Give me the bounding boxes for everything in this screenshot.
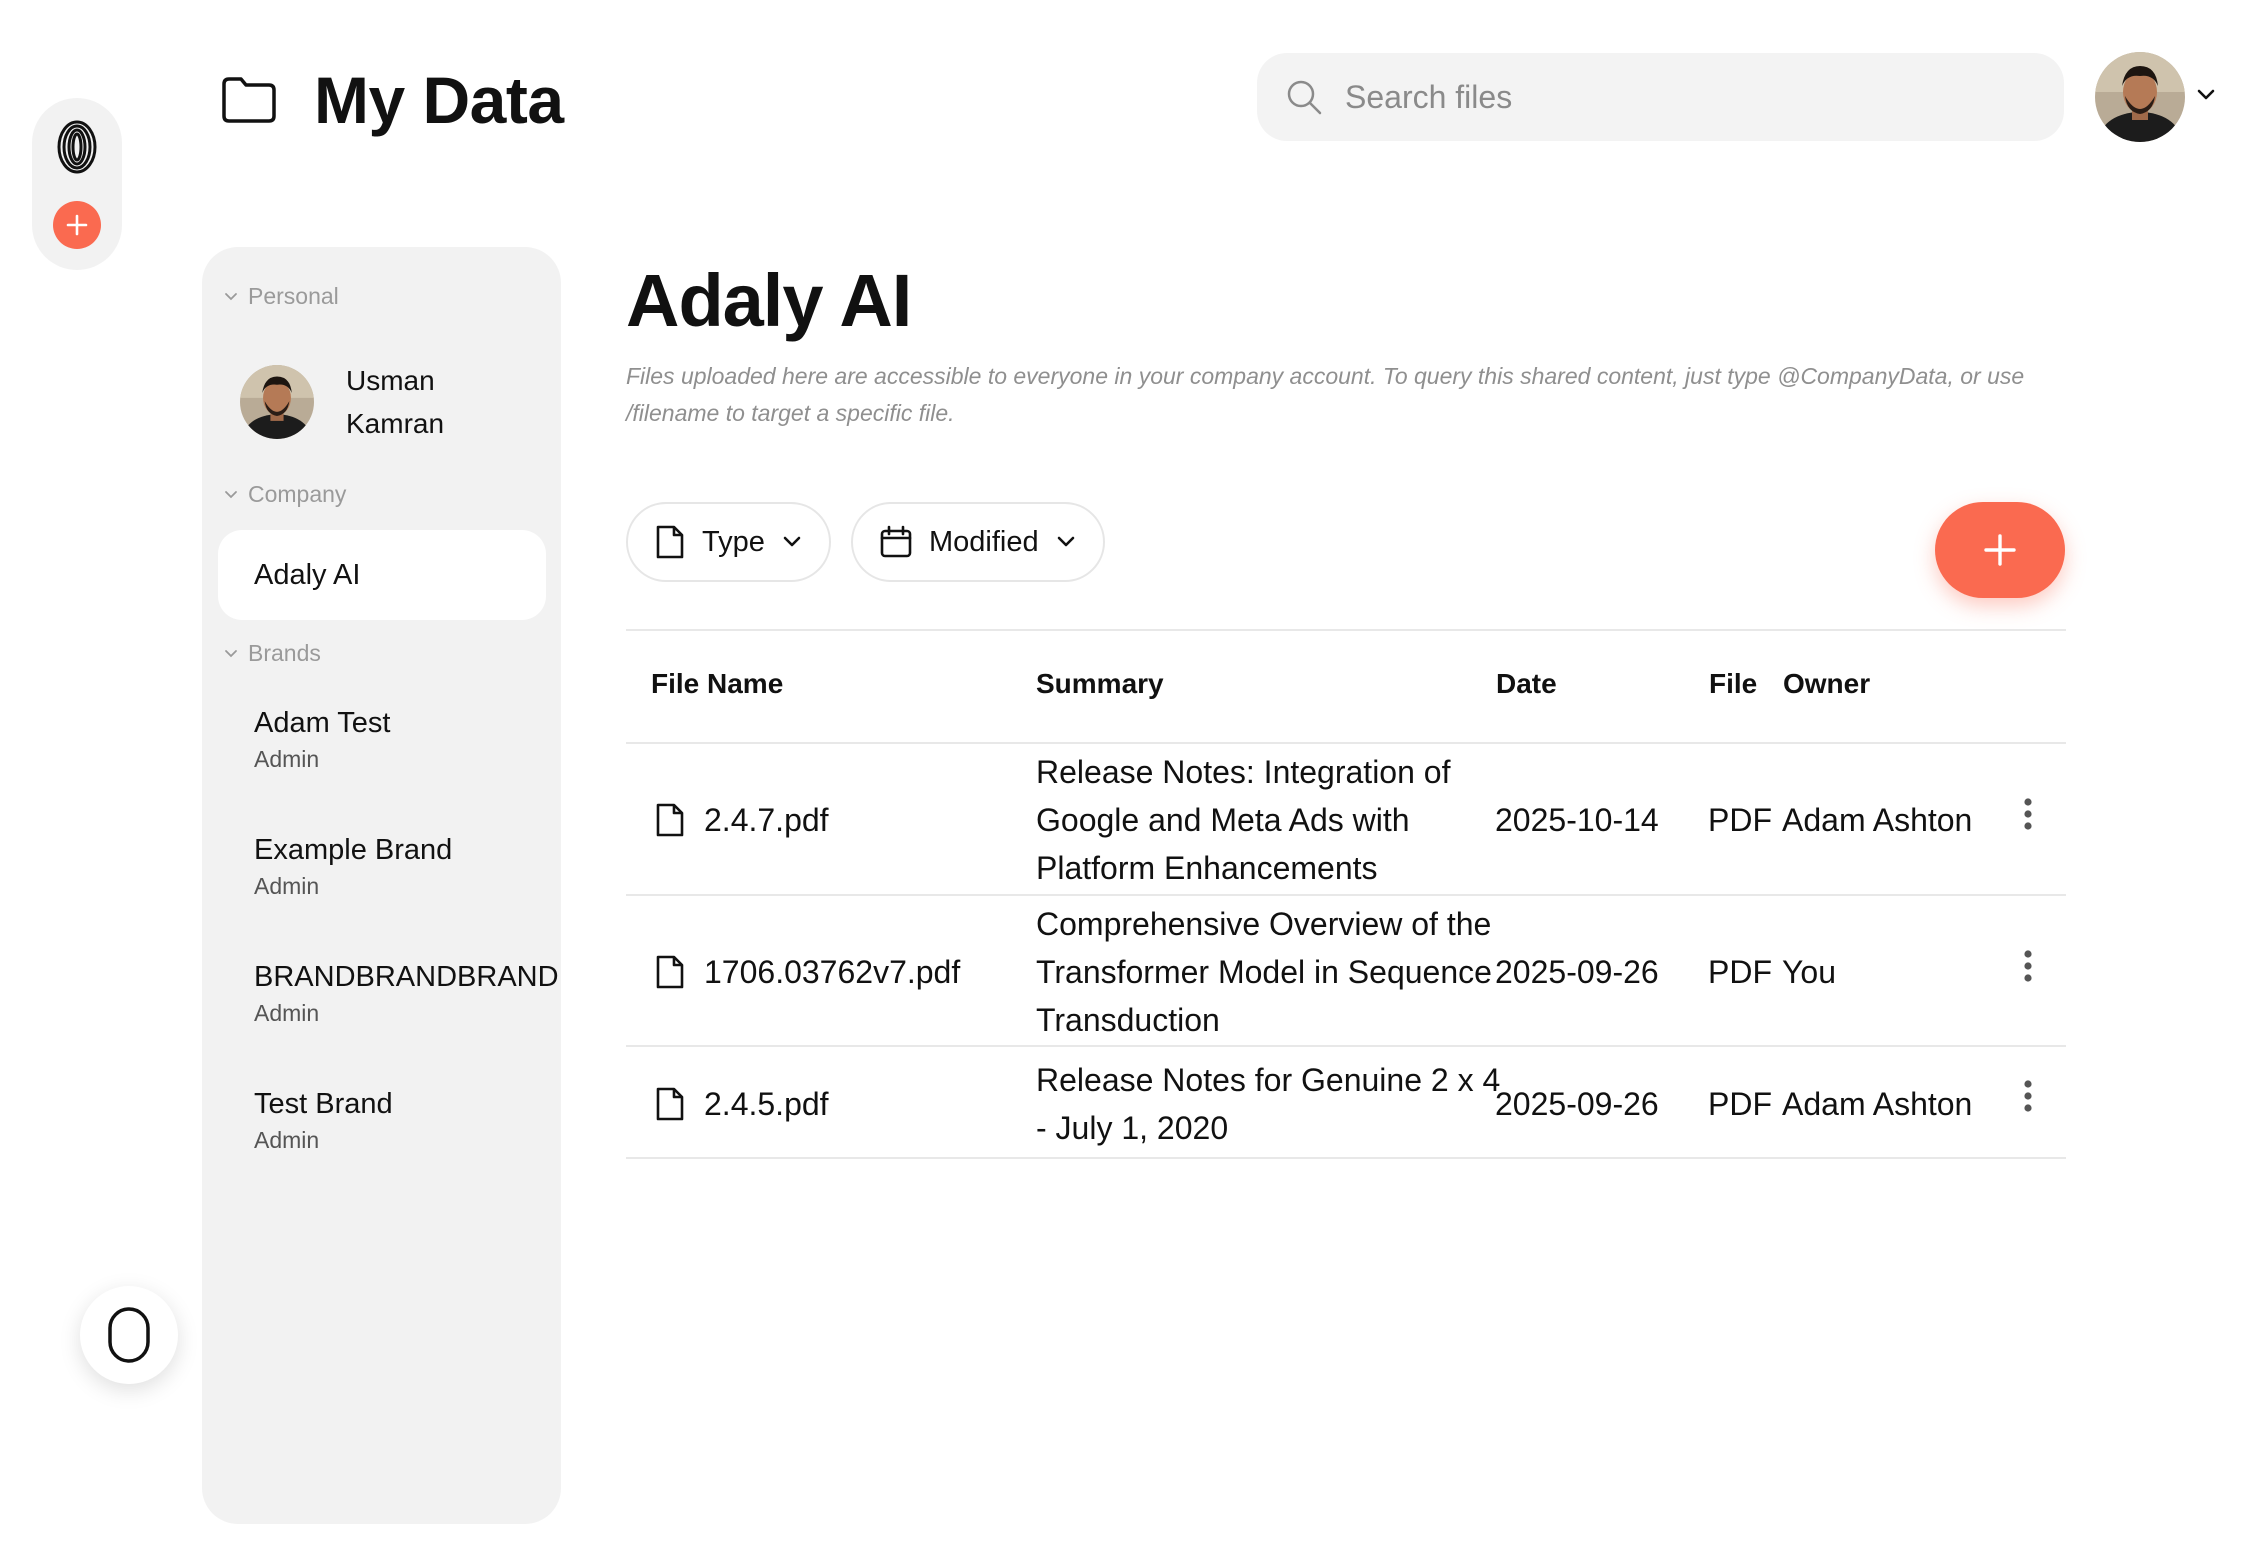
plus-icon xyxy=(1983,533,2017,567)
upload-file-button[interactable] xyxy=(1935,502,2065,598)
brand-name: Test Brand xyxy=(254,1088,393,1120)
date-cell: 2025-09-26 xyxy=(1495,954,1659,990)
file-icon xyxy=(654,953,686,991)
more-options-icon[interactable] xyxy=(2016,1078,2040,1118)
summary-line: Release Notes: Integration of xyxy=(1036,754,1451,790)
plus-icon xyxy=(65,213,89,237)
file-name-cell[interactable] xyxy=(654,796,829,844)
sidebar-item-brand[interactable] xyxy=(254,961,559,1027)
owner-cell: Adam Ashton xyxy=(1782,802,1973,838)
workspace-title: Adaly AI xyxy=(626,259,912,342)
brand-name: Adam Test xyxy=(254,707,391,739)
chevron-down-icon xyxy=(224,647,238,661)
left-rail xyxy=(32,98,122,270)
brand-name: Example Brand xyxy=(254,834,453,866)
chevron-down-icon xyxy=(224,290,238,304)
column-header-file-name[interactable]: File Name xyxy=(651,668,784,699)
file-name: 2.4.7.pdf xyxy=(704,802,829,838)
owner-cell: You xyxy=(1782,954,1836,990)
person-first-name: Usman xyxy=(346,365,435,396)
person-last-name: Kamran xyxy=(346,408,445,439)
brand-role: Admin xyxy=(254,873,320,899)
sidebar-item-brand[interactable] xyxy=(254,1088,393,1154)
section-company[interactable] xyxy=(224,481,346,508)
date-cell: 2025-10-14 xyxy=(1495,802,1659,838)
brand-role: Admin xyxy=(254,1000,320,1026)
sidebar-item-brand[interactable] xyxy=(254,834,452,900)
file-type-cell: PDF xyxy=(1708,954,1772,990)
rail-add-button[interactable] xyxy=(53,201,101,249)
column-header-file[interactable]: File xyxy=(1709,668,1758,699)
chevron-down-icon xyxy=(224,488,238,502)
column-header-owner[interactable]: Owner xyxy=(1783,668,1871,699)
more-options-icon[interactable] xyxy=(2016,948,2040,988)
search-icon xyxy=(1285,78,1323,116)
summary-cell xyxy=(1036,1056,1500,1152)
table-divider xyxy=(626,1157,2066,1159)
file-name-cell[interactable] xyxy=(654,948,960,996)
file-icon xyxy=(654,1085,686,1123)
table-divider xyxy=(626,742,2066,744)
section-brands[interactable] xyxy=(224,640,321,667)
sidebar-item-brand[interactable] xyxy=(254,707,390,773)
file-type-cell: PDF xyxy=(1708,802,1772,838)
app-logo-icon[interactable] xyxy=(52,118,102,176)
type-filter-label: Type xyxy=(702,525,765,558)
summary-cell xyxy=(1036,900,1492,1044)
file-type-cell: PDF xyxy=(1708,1086,1772,1122)
assistant-logo-icon xyxy=(106,1305,152,1365)
calendar-icon xyxy=(879,525,913,559)
chevron-down-icon xyxy=(1055,531,1077,553)
section-personal[interactable] xyxy=(224,283,339,310)
modified-filter-label: Modified xyxy=(929,525,1039,558)
workspace-description: Files uploaded here are accessible to everyone in your company account. To query this shared content, just type @CompanyData, or use /filename to target a specific file. xyxy=(626,363,2025,426)
chevron-down-icon xyxy=(781,531,803,553)
search-bar[interactable] xyxy=(1257,53,2064,141)
file-name: 1706.03762v7.pdf xyxy=(704,954,961,990)
file-icon xyxy=(654,523,686,561)
search-input[interactable] xyxy=(1345,79,2025,116)
table-divider xyxy=(626,894,2066,896)
avatar xyxy=(240,365,314,439)
file-name: 2.4.5.pdf xyxy=(704,1086,829,1122)
type-filter-dropdown[interactable] xyxy=(626,502,831,582)
user-avatar[interactable] xyxy=(2095,52,2185,142)
page-header xyxy=(220,58,564,142)
floating-assistant-button[interactable] xyxy=(80,1286,178,1384)
summary-line: Platform Enhancements xyxy=(1036,850,1378,886)
summary-line: Comprehensive Overview of the xyxy=(1036,906,1492,942)
brand-role: Admin xyxy=(254,746,320,772)
folder-icon xyxy=(220,75,278,125)
brand-role: Admin xyxy=(254,1127,320,1153)
chevron-down-icon[interactable] xyxy=(2195,84,2217,106)
owner-cell: Adam Ashton xyxy=(1782,1086,1973,1122)
summary-line: Google and Meta Ads with xyxy=(1036,802,1410,838)
sidebar-item-company[interactable]: Adaly AI xyxy=(218,530,546,620)
summary-line: Release Notes for Genuine 2 x 4 xyxy=(1036,1062,1501,1098)
page-title: My Data xyxy=(314,63,564,137)
brand-name: BRANDBRANDBRAND xyxy=(254,961,559,993)
sidebar xyxy=(202,247,561,1524)
table-divider xyxy=(626,1045,2066,1047)
date-cell: 2025-09-26 xyxy=(1495,1086,1659,1122)
section-company-label: Company xyxy=(248,481,347,507)
modified-filter-dropdown[interactable] xyxy=(851,502,1105,582)
table-divider xyxy=(626,629,2066,631)
summary-line: Transformer Model in Sequence xyxy=(1036,954,1492,990)
column-header-summary[interactable]: Summary xyxy=(1036,668,1164,699)
file-icon xyxy=(654,801,686,839)
section-personal-label: Personal xyxy=(248,283,339,309)
summary-line: Transduction xyxy=(1036,1002,1220,1038)
personal-account[interactable] xyxy=(240,359,444,445)
summary-cell xyxy=(1036,748,1450,892)
column-header-date[interactable]: Date xyxy=(1496,668,1557,699)
more-options-icon[interactable] xyxy=(2016,796,2040,836)
summary-line: - July 1, 2020 xyxy=(1036,1110,1229,1146)
file-name-cell[interactable] xyxy=(654,1080,829,1128)
section-brands-label: Brands xyxy=(248,640,321,666)
